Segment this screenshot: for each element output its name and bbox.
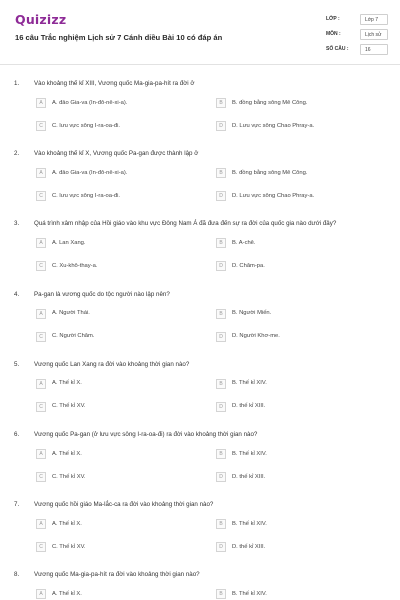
option-text: A. Thế kỉ X. [52,450,82,457]
question-number: 8. [14,571,20,579]
meta-row-subject [326,29,390,41]
option-letter-box[interactable]: B [216,238,226,248]
option-text: C. Người Chăm. [52,333,95,340]
option-letter-box[interactable]: C [36,121,46,131]
option-text: B. A-chê. [232,239,256,246]
option-letter-box[interactable]: A [36,379,46,389]
option-letter-box[interactable]: D [216,121,226,131]
option-letter-box[interactable]: C [36,542,46,552]
question-number: 7. [14,501,20,509]
question-text: Vương quốc Ma-gia-pa-hít ra đời vào khoảng thời gian nào? [34,571,200,579]
question-number: 5. [14,360,20,368]
option-text: C. Thế kỉ XV. [52,403,86,410]
meta-label-question-count: SỐ CÂU : [326,46,349,52]
option-text: D. Lưu vực sông Chao Phray-a. [232,192,315,199]
question-4 [0,291,400,359]
option-letter-box[interactable]: B [216,519,226,529]
option-letter-box[interactable]: C [36,332,46,342]
option-letter-box[interactable]: C [36,191,46,201]
option-text: A. đảo Gia-va (In-đô-nê-xi-a). [52,99,128,106]
meta-row-grade [326,14,390,26]
question-text: Vào khoảng thế kỉ X, Vương quốc Pa-gan được thành lập ở [34,150,199,158]
option-text: A. Người Thái. [52,310,90,317]
option-letter-box[interactable]: A [36,238,46,248]
option-letter-box[interactable]: D [216,261,226,271]
option-text: A. Thế kỉ X. [52,380,82,387]
option-letter-box[interactable]: A [36,449,46,459]
meta-value-subject: Lịch sử [360,29,388,40]
document-title: 16 câu Trắc nghiệm Lịch sử 7 Cánh diều Bài 10 có đáp án [15,33,223,42]
option-text: C. lưu vực sông I-ra-oa-đi. [52,122,121,129]
question-2 [0,150,400,218]
option-text: B. đồng bằng sông Mê Công. [232,169,308,176]
option-letter-box[interactable]: C [36,472,46,482]
option-text: C. Thế kỉ XV. [52,543,86,550]
question-number: 6. [14,431,20,438]
option-text: D. Người Khơ-me. [232,333,280,340]
option-text: B. Thế kỉ XIV. [232,380,267,387]
option-letter-box[interactable]: D [216,472,226,482]
question-7 [0,501,400,569]
option-letter-box[interactable]: D [216,542,226,552]
option-letter-box[interactable]: D [216,332,226,342]
question-number: 1. [14,80,20,87]
question-text: Quá trình xâm nhập của Hồi giáo vào khu vực Đông Nam Á đã đưa đến sự ra đời của quốc gia nào dưới đây? [34,220,337,228]
option-letter-box[interactable]: A [36,168,46,178]
option-text: D. thế kỉ XIII. [232,403,266,410]
option-letter-box[interactable]: B [216,168,226,178]
question-number: 3. [14,220,20,228]
option-text: B. Thế kỉ XIV. [232,450,267,457]
option-letter-box[interactable]: A [36,98,46,108]
question-text: Vương quốc hồi giáo Ma-lắc-ca ra đời vào khoảng thời gian nào? [34,501,214,509]
question-5 [0,361,400,429]
option-text: B. đồng bằng sông Mê Công. [232,99,308,106]
question-number: 2. [14,150,20,158]
question-8 [0,571,400,600]
option-text: B. Người Miến. [232,310,272,317]
question-6 [0,431,400,499]
option-letter-box[interactable]: B [216,589,226,599]
option-letter-box[interactable]: A [36,589,46,599]
question-text: Vương quốc Lan Xang ra đời vào khoảng thời gian nào? [34,360,190,368]
option-letter-box[interactable]: C [36,261,46,271]
question-3 [0,220,400,288]
option-text: A. Thế kỉ X. [52,590,82,597]
option-letter-box[interactable]: A [36,519,46,529]
meta-row-question-count [326,44,390,56]
option-letter-box[interactable]: D [216,402,226,412]
meta-label-grade: LỚP : [326,16,340,22]
option-text: A. Lan Xang. [52,239,86,246]
option-text: D. Lưu vực sông Chao Phray-a. [232,122,315,129]
option-text: D. Chăm-pa. [232,262,265,269]
meta-value-grade: Lớp 7 [360,14,388,25]
option-letter-box[interactable]: A [36,309,46,319]
option-letter-box[interactable]: C [36,402,46,412]
option-text: B. Thế kỉ XIV. [232,590,267,597]
option-text: C. Thế kỉ XV. [52,473,86,480]
meta-value-question-count: 16 [360,44,388,55]
question-text: Vào khoảng thế kỉ XIII, Vương quốc Ma-gia-pa-hít ra đời ở [34,80,195,87]
page-header [0,0,400,64]
option-text: C. lưu vực sông I-ra-oa-đi. [52,192,121,199]
option-text: A. Thế kỉ X. [52,520,82,527]
option-text: C. Xu-khô-thay-a. [52,262,98,269]
quizizz-logo[interactable]: Quizizz [15,12,67,27]
option-text: B. Thế kỉ XIV. [232,520,267,527]
option-text: D. thế kỉ XIII. [232,473,266,480]
option-letter-box[interactable]: B [216,449,226,459]
header-divider [0,64,400,65]
question-number: 4. [14,290,20,298]
option-letter-box[interactable]: B [216,379,226,389]
question-1 [0,80,400,148]
option-text: A. đảo Gia-va (In-đô-nê-xi-a). [52,169,128,176]
question-text: Pa-gan là vương quốc do tộc người nào lập nên? [34,290,170,298]
question-text: Vương quốc Pa-gan (ở lưu vực sông I-ra-oa-đi) ra đời vào khoảng thời gian nào? [34,431,258,438]
option-text: D. thế kỉ XIII. [232,543,266,550]
option-letter-box[interactable]: B [216,98,226,108]
option-letter-box[interactable]: B [216,309,226,319]
meta-label-subject: MÔN : [326,31,341,37]
option-letter-box[interactable]: D [216,191,226,201]
